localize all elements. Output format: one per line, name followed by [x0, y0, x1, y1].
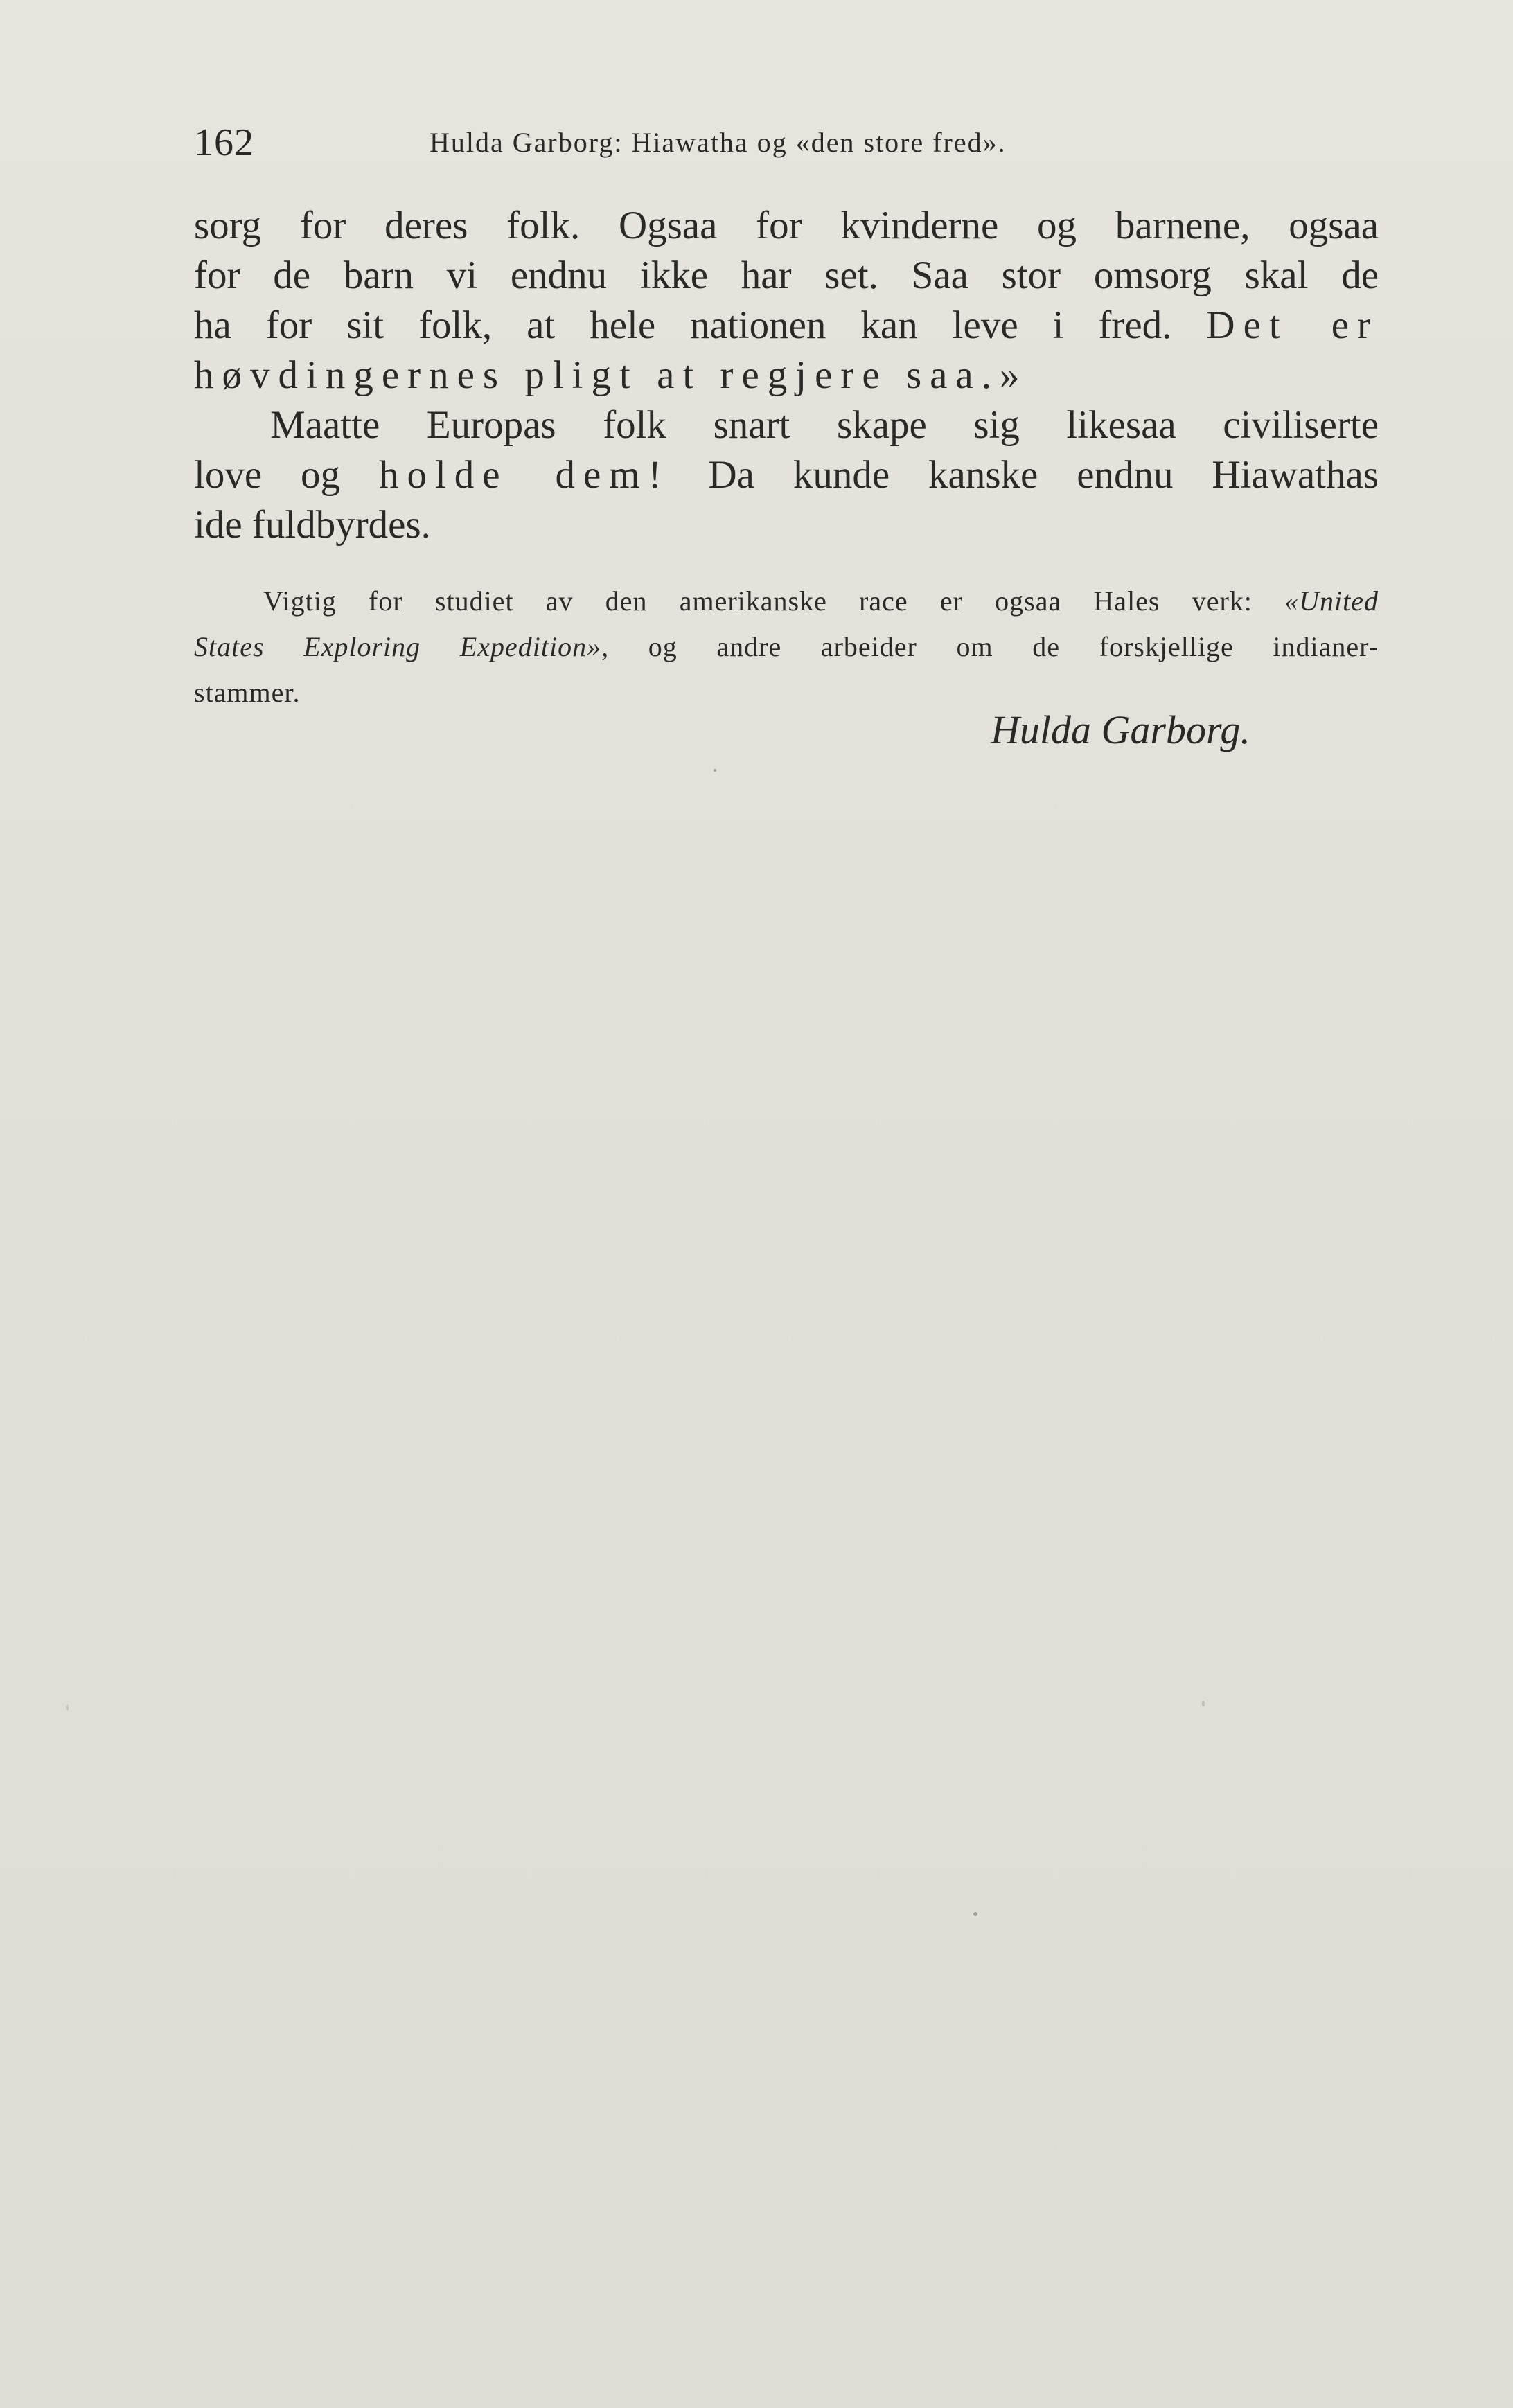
footnote-line-2-text: , og andre arbeider om de forskjellige indianer-	[601, 631, 1379, 662]
footnote-line-1-text: Vigtig for studiet av den amerikanske race er ogsaa Hales verk:	[263, 585, 1253, 617]
running-title: Hulda Garborg: Hiawatha og «den store fred».	[430, 127, 1007, 158]
body-paragraph-2-line-2	[194, 450, 1379, 500]
paper-speck	[973, 1912, 977, 1916]
footnote-italic-title-start: «United	[1284, 585, 1379, 617]
body-line-3-text: ha for sit folk, at hele nationen kan leve i fred.	[194, 303, 1172, 347]
body-paragraph-2-line-3: ide fuldbyrdes.	[194, 503, 431, 547]
footnote	[194, 578, 1379, 716]
paper-speck	[1202, 1701, 1205, 1706]
body-paragraph-2-line-1: Maatte Europas folk snart skape sig likesaa civiliserte	[270, 403, 1379, 447]
footnote-line-3: stammer.	[194, 677, 301, 708]
body-line-3	[194, 301, 1379, 351]
emphasis-det-er: Det er	[1206, 303, 1379, 347]
page-number: 162	[194, 121, 254, 164]
running-head	[194, 118, 1379, 173]
author-signature: Hulda Garborg.	[991, 707, 1250, 752]
body-line-2: for de barn vi endnu ikke har set. Saa stor omsorg skal de	[194, 254, 1379, 297]
main-text	[194, 201, 1379, 550]
paper-speck	[714, 769, 716, 772]
footnote-line-2	[194, 624, 1379, 670]
footnote-italic-title-end: States Exploring Expedition»	[194, 631, 602, 662]
body-line-da-kunde: Da kunde kanske endnu Hiawathas	[708, 453, 1379, 497]
body-line-1: sorg for deres folk. Ogsaa for kvinderne og barnene, ogsaa	[194, 204, 1379, 247]
body-line-love-og: love og	[194, 453, 341, 497]
footnote-line-1	[194, 578, 1379, 624]
body-line-4-emphasis: høvdingernes pligt at regjere saa.»	[194, 353, 1028, 397]
emphasis-holde-dem: holde dem!	[378, 453, 670, 497]
paper-speck	[66, 1704, 69, 1711]
